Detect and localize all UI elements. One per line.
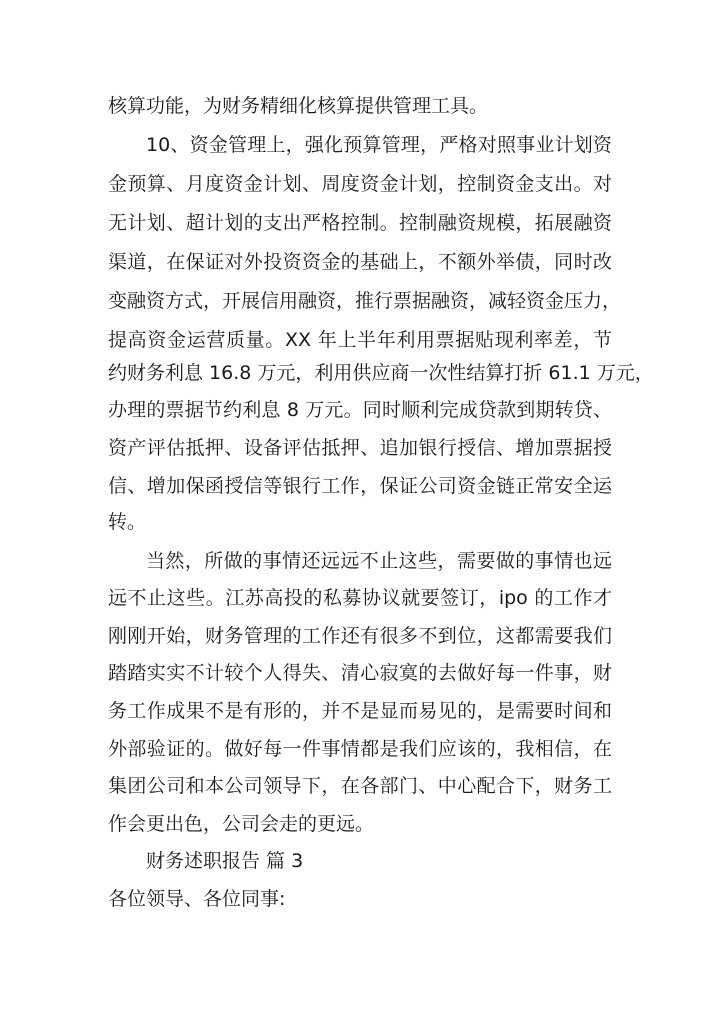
paragraph-line: 10、资金管理上，强化预算管理，严格对照事业计划资 (146, 134, 612, 156)
paragraph-line: 无计划、超计划的支出严格控制。控制融资规模，拓展融资 (108, 212, 612, 234)
section-heading: 财务述职报告 篇 3 (146, 850, 304, 872)
paragraph-line: 提高资金运营质量。XX 年上半年利用票据贴现利率差，节 (108, 329, 612, 351)
paragraph-line: 转。 (108, 511, 147, 533)
paragraph-line: 外部验证的。做好每一件事情都是我们应该的，我相信，在 (108, 738, 612, 760)
paragraph-line: 资产评估抵押、设备评估抵押、追加银行授信、增加票据授 (108, 437, 612, 459)
paragraph-line: 金预算、月度资金计划、周度资金计划，控制资金支出。对 (108, 173, 612, 195)
paragraph-line: 信、增加保函授信等银行工作，保证公司资金链正常安全运 (108, 475, 612, 497)
paragraph-line: 刚刚开始，财务管理的工作还有很多不到位，这都需要我们 (108, 625, 612, 647)
paragraph-line: 核算功能，为财务精细化核算提供管理工具。 (108, 95, 489, 117)
salutation: 各位领导、各位同事: (108, 888, 286, 910)
paragraph-line: 作会更出色，公司会走的更远。 (108, 813, 375, 835)
paragraph-line: 约财务利息 16.8 万元，利用供应商一次性结算打折 61.1 万元， (108, 362, 654, 384)
paragraph-line: 远不止这些。江苏高投的私募协议就要签订，ipo 的工作才 (108, 587, 612, 609)
paragraph-line: 办理的票据节约利息 8 万元。同时顺利完成贷款到期转贷、 (108, 399, 612, 421)
paragraph-line: 务工作成果不是有形的，并不是显而易见的，是需要时间和 (108, 700, 612, 722)
paragraph-line: 变融资方式，开展信用融资，推行票据融资，减轻资金压力， (108, 290, 622, 312)
paragraph-line: 当然，所做的事情还远远不止这些，需要做的事情也远 (146, 550, 612, 572)
paragraph-line: 集团公司和本公司领导下，在各部门、中心配合下，财务工 (108, 775, 612, 797)
paragraph-line: 渠道，在保证对外投资资金的基础上，不额外举债，同时改 (108, 251, 612, 273)
paragraph-line: 踏踏实实不计较个人得失、清心寂寞的去做好每一件事，财 (108, 662, 612, 684)
